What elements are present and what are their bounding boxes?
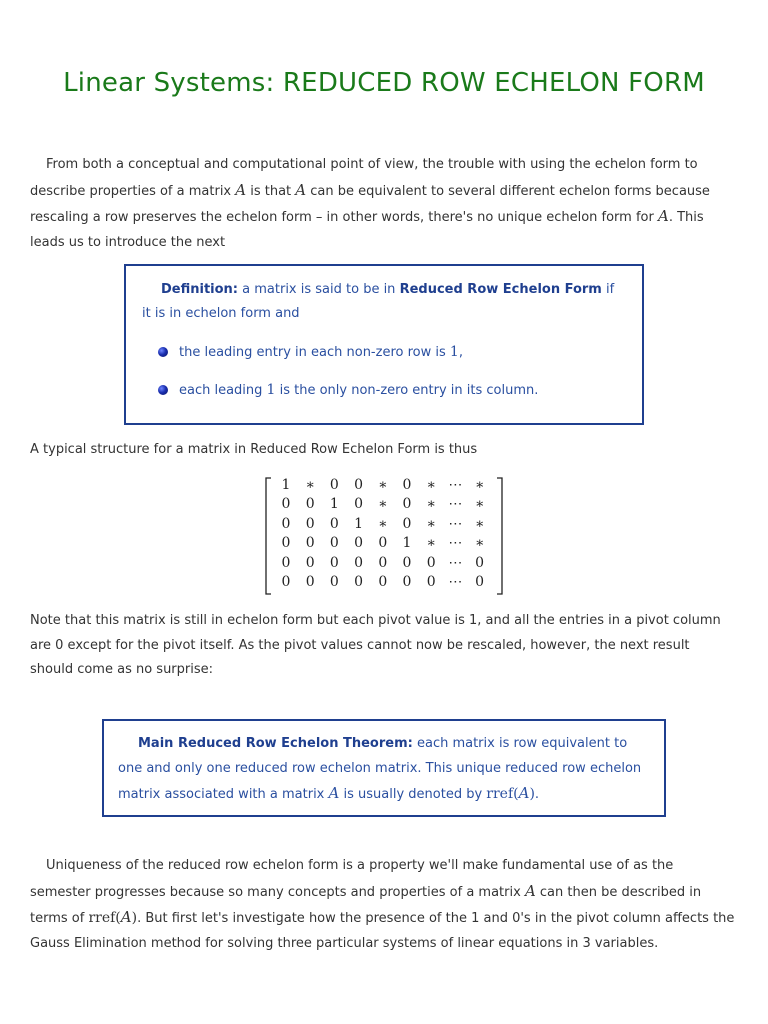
theorem-text: Main Reduced Row Echelon Theorem: each matrix is row equivalent to one and only one reduced row echelon matrix. This unique reduced row echelon matrix associated with a matrix A is usually denoted by rref(A). [118, 736, 642, 802]
matrix-cell: 0 [354, 574, 364, 590]
matrix-cell: 0 [281, 515, 291, 532]
page-title: Linear Systems: REDUCED ROW ECHELON FORM [63, 68, 705, 98]
matrix-cell: 0 [305, 496, 315, 513]
definition-bullet-2: each leading 1 is the only non-zero entry in its column. [142, 378, 626, 403]
matrix-cell: 1 [329, 496, 339, 513]
matrix-cell: 0 [378, 554, 388, 571]
matrix-cell: 0 [281, 535, 291, 552]
math-A: A [295, 180, 307, 199]
matrix-cell: 1 [354, 515, 364, 532]
matrix-cell: ∗ [378, 515, 388, 532]
definition-label: Definition: [161, 282, 239, 297]
matrix-cell: ∗ [305, 477, 315, 493]
rref-matrix [264, 476, 504, 596]
bullet-icon [158, 385, 168, 395]
matrix-cell: 0 [402, 496, 412, 513]
math-A: A [328, 784, 340, 802]
matrix-cell: 0 [329, 477, 339, 493]
rref-term: Reduced Row Echelon Form [399, 282, 602, 297]
definition-bullet-1: the leading entry in each non-zero row is 1, [142, 340, 626, 365]
theorem-box [102, 719, 666, 817]
matrix-cell: 0 [354, 496, 364, 513]
bullet-icon [158, 347, 168, 357]
matrix-cell: 0 [402, 554, 412, 571]
matrix-cell: 0 [281, 554, 291, 571]
matrix-cell: 1 [281, 477, 291, 493]
closing-paragraph: Uniqueness of the reduced row echelon form is a property we'll make fundamental use of as the semester progresses because so many concepts and properties of a matrix A can then be described in terms of rref(A). But first let's investigate how the presence of the 1 and 0's in the pivot column affects the Gauss Elimination method for solving three particular systems of linear equations in 3 variables. [30, 858, 735, 951]
matrix-cell: 0 [305, 574, 315, 590]
matrix-cell: 0 [378, 535, 388, 552]
math-A: A [235, 180, 247, 199]
matrix-cell: 0 [475, 554, 485, 571]
math-rref: rref( [486, 786, 519, 802]
matrix-cell: 0 [475, 574, 485, 590]
matrix-cell: 0 [329, 535, 339, 552]
matrix-cell: 0 [378, 574, 388, 590]
matrix-cell: 0 [402, 477, 412, 493]
matrix-cell: ⋯ [448, 477, 463, 493]
matrix-cell: ∗ [474, 496, 485, 513]
intro-paragraph: From both a conceptual and computational point of view, the trouble with using the echelon form to describe properties of a matrix A is that A can be equivalent to several different echelon forms because rescaling a row preserves the echelon form – in other words, there's no unique echelon form for A. This leads us to introduce the next [30, 157, 710, 250]
matrix-cell: 0 [329, 515, 339, 532]
matrix-cell: 0 [354, 477, 364, 493]
note-paragraph: Note that this matrix is still in echelon form but each pivot value is 1, and all the entries in a pivot column are 0 except for the pivot itself. As the pivot values cannot now be rescaled, however, the next result should come as no surprise: [30, 613, 721, 677]
matrix-cell: ∗ [378, 496, 388, 513]
definition-text: Definition: a matrix is said to be in Reduced Row Echelon Form if it is in echelon form and [142, 282, 615, 321]
math-A: A [657, 207, 669, 225]
matrix-cell: ∗ [474, 477, 485, 493]
matrix-cell: 0 [354, 554, 364, 571]
matrix-cell: 1 [402, 535, 412, 552]
matrix-cell: 0 [305, 535, 315, 552]
matrix-cell: 0 [426, 574, 436, 590]
matrix-cell: ∗ [378, 477, 388, 493]
matrix-cell: ⋯ [448, 496, 463, 513]
matrix-cell: 0 [281, 574, 291, 590]
definition-box [124, 264, 644, 425]
matrix-cell: ∗ [426, 496, 436, 513]
matrix-cell: ⋯ [448, 574, 463, 590]
matrix-cell: 0 [305, 554, 315, 571]
matrix-cell: 0 [426, 554, 436, 571]
matrix-cell: 0 [329, 574, 339, 590]
matrix-cell: ∗ [426, 515, 436, 532]
matrix-cell: ⋯ [448, 554, 463, 571]
matrix-cell: ∗ [474, 515, 485, 532]
matrix-cell: 0 [354, 535, 364, 552]
matrix-cell: 0 [329, 554, 339, 571]
matrix-cell: 0 [281, 496, 291, 513]
matrix-cell: 0 [402, 515, 412, 532]
math-rref: rref( [88, 910, 121, 926]
matrix-cell: ⋯ [448, 535, 463, 552]
matrix-cell: ∗ [426, 535, 436, 552]
matrix-cell: ⋯ [448, 515, 463, 532]
matrix-cell: ∗ [426, 477, 436, 493]
matrix-cell: ∗ [474, 535, 485, 552]
theorem-label: Main Reduced Row Echelon Theorem: [138, 736, 413, 751]
matrix-cell: 0 [402, 574, 412, 590]
matrix-cell: 0 [305, 515, 315, 532]
math-A: A [524, 881, 536, 900]
typical-structure-text: A typical structure for a matrix in Reduced Row Echelon Form is thus [30, 442, 478, 457]
